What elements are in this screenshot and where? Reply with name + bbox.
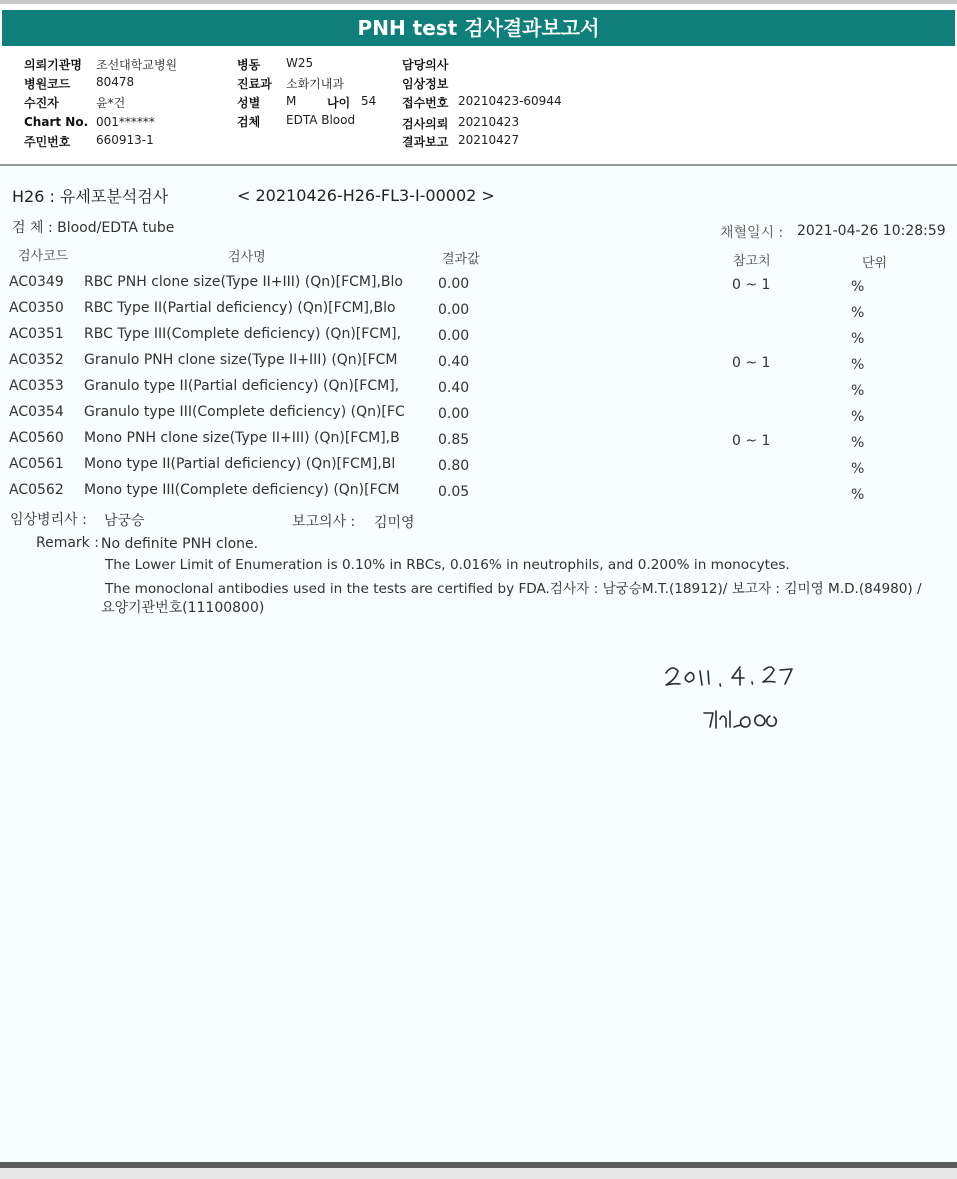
ward-label: 병동 — [237, 58, 261, 72]
remark-line-1: No definite PNH clone. — [101, 536, 259, 552]
row-test-name: Granulo PNH clone size(Type II+III) (Qn)[FCM — [84, 352, 398, 368]
row-result: 0.00 — [438, 302, 470, 318]
chart-no-label: Chart No. — [24, 115, 89, 129]
row-unit: % — [851, 461, 865, 477]
hospital-code-value: 80478 — [96, 75, 135, 89]
row-unit: % — [851, 279, 865, 295]
patient-value: 윤*건 — [96, 96, 126, 110]
request-date-label: 검사의뢰 — [402, 117, 449, 131]
row-test-name: Mono type II(Partial deficiency) (Qn)[FCM],Bl — [84, 456, 396, 472]
resident-no-label: 주민번호 — [24, 135, 71, 149]
row-code: AC0352 — [9, 352, 64, 368]
bottom-strip — [0, 1168, 957, 1179]
sex-value: M — [286, 94, 297, 108]
row-test-name: RBC PNH clone size(Type II+III) (Qn)[FCM],Blo — [84, 274, 403, 290]
report-title: PNH test 검사결과보고서 — [2, 10, 955, 46]
institution-label: 의뢰기관명 — [24, 58, 82, 72]
row-code: AC0354 — [9, 404, 64, 420]
remark-line-2: The Lower Limit of Enumeration is 0.10% in RBCs, 0.016% in neutrophils, and 0.200% in monocytes. — [105, 557, 790, 573]
collected-value: 2021-04-26 10:28:59 — [797, 223, 946, 239]
row-test-name: RBC Type III(Complete deficiency) (Qn)[FCM], — [84, 326, 402, 342]
pathologist-label: 임상병리사 : — [10, 512, 87, 528]
row-code: AC0351 — [9, 326, 64, 342]
row-test-name: Granulo type III(Complete deficiency) (Qn)[FC — [84, 404, 405, 420]
row-code: AC0560 — [9, 430, 64, 446]
accession-no-label: 접수번호 — [402, 96, 449, 110]
row-code: AC0353 — [9, 378, 64, 394]
column-code: 검사코드 — [18, 249, 69, 264]
patient-info-header — [0, 48, 957, 164]
physician-label: 보고의사 : — [292, 514, 356, 530]
chart-no-value: 001****** — [96, 115, 155, 129]
department-value: 소화기내과 — [286, 77, 344, 91]
physician-value: 김미영 — [374, 515, 415, 531]
row-test-name: Mono PNH clone size(Type II+III) (Qn)[FCM],B — [84, 430, 400, 446]
age-label: 나이 — [327, 96, 351, 110]
row-unit: % — [851, 305, 865, 321]
row-test-name: Mono type III(Complete deficiency) (Qn)[FCM — [84, 482, 400, 498]
row-result: 0.40 — [438, 380, 470, 396]
row-result: 0.00 — [438, 328, 470, 344]
handwritten-signature — [660, 661, 830, 756]
report-body — [0, 166, 957, 1164]
top-border — [0, 0, 957, 4]
row-unit: % — [851, 487, 865, 503]
row-result: 0.00 — [438, 276, 470, 292]
request-date-value: 20210423 — [458, 115, 520, 129]
report-id: < 20210426-H26-FL3-I-00002 > — [237, 186, 495, 205]
row-code: AC0349 — [9, 274, 64, 290]
row-result: 0.40 — [438, 354, 470, 370]
column-result: 결과값 — [442, 252, 480, 267]
column-name: 검사명 — [228, 250, 266, 265]
institution-value: 조선대학교병원 — [96, 58, 178, 72]
remark-label: Remark : — [36, 535, 99, 551]
ward-value: W25 — [286, 56, 314, 70]
resident-no-value: 660913-1 — [96, 133, 154, 147]
row-reference: 0 ~ 1 — [732, 277, 771, 293]
report-date-value: 20210427 — [458, 133, 520, 147]
report-date-label: 결과보고 — [402, 135, 449, 149]
row-unit: % — [851, 409, 865, 425]
remark-line-3: The monoclonal antibodies used in the tests are certified by FDA.검사자 : 남궁승M.T.(18912)/ 보고자 : 김미영 M.D.(84980) / — [105, 581, 922, 597]
row-reference: 0 ~ 1 — [732, 355, 771, 371]
clinical-info-label: 임상정보 — [402, 77, 449, 91]
patient-label: 수진자 — [24, 96, 59, 110]
section-title: H26 : 유세포분석검사 — [12, 187, 169, 206]
row-result: 0.05 — [438, 484, 470, 500]
row-unit: % — [851, 435, 865, 451]
row-unit: % — [851, 331, 865, 347]
row-test-name: Granulo type II(Partial deficiency) (Qn)[FCM], — [84, 378, 400, 394]
row-unit: % — [851, 383, 865, 399]
column-ref: 참고치 — [733, 254, 771, 269]
specimen-value: EDTA Blood — [286, 113, 356, 127]
department-label: 진료과 — [237, 77, 272, 91]
sex-label: 성별 — [237, 96, 261, 110]
specimen-label: 검체 — [237, 115, 261, 129]
row-unit: % — [851, 357, 865, 373]
row-code: AC0562 — [9, 482, 64, 498]
pathologist-value: 남궁승 — [104, 513, 145, 529]
row-test-name: RBC Type II(Partial deficiency) (Qn)[FCM],Blo — [84, 300, 396, 316]
row-result: 0.80 — [438, 458, 470, 474]
hospital-code-label: 병원코드 — [24, 77, 71, 91]
row-code: AC0350 — [9, 300, 64, 316]
row-reference: 0 ~ 1 — [732, 433, 771, 449]
row-code: AC0561 — [9, 456, 64, 472]
specimen-line: 검 체 : Blood/EDTA tube — [12, 220, 175, 236]
remark-line-4: 요양기관번호(11100800) — [101, 600, 265, 616]
row-result: 0.85 — [438, 432, 470, 448]
age-value: 54 — [361, 94, 377, 108]
doctor-label: 담당의사 — [402, 58, 449, 72]
accession-no-value: 20210423-60944 — [458, 94, 562, 108]
row-result: 0.00 — [438, 406, 470, 422]
collected-label: 채혈일시 : — [720, 225, 784, 241]
column-unit: 단위 — [862, 256, 888, 271]
